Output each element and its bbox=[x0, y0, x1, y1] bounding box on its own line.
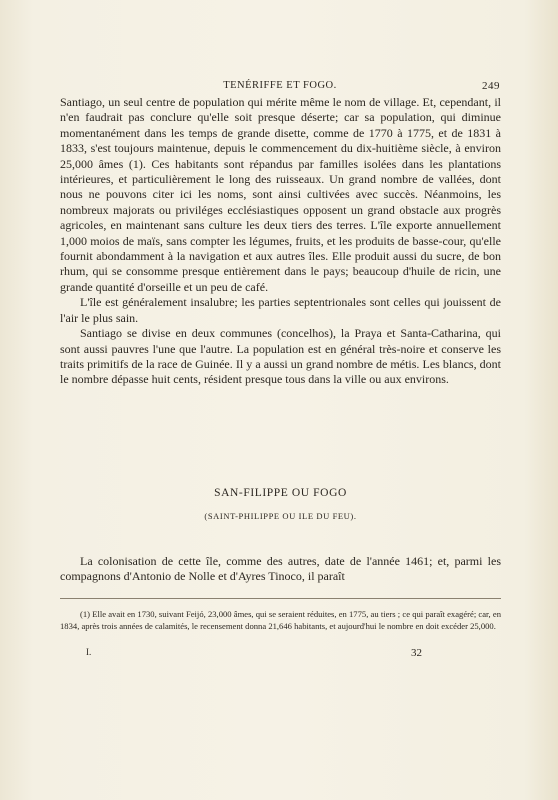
page-number: 249 bbox=[482, 80, 500, 92]
main-text bbox=[60, 95, 501, 388]
running-header bbox=[60, 80, 500, 96]
footnote bbox=[60, 608, 501, 632]
paragraph: Santiago se divise en deux communes (concelhos), la Praya et Santa-Catharina, qui sont aussi pauvres l'une que l'autre. La population est en général très-noire et conserve les traits primitifs de la race de Guinée. Il y a aussi un grand nombre de métis. Les blancs, dont le nombre dépasse huit cents, résident presque tous dans la ville ou aux environs. bbox=[60, 326, 501, 387]
running-title: TENÉRIFFE ET FOGO. bbox=[223, 80, 337, 91]
footnote-divider bbox=[60, 598, 501, 599]
footnote-text: (1) Elle avait en 1730, suivant Feijó, 23,000 âmes, qui se seraient réduites, en 1775, au tiers ; ce qui paraît exagéré; car, en 1834, après trois années de calamités, le recensement donna 21,646 habitants, et aujourd'hui le nombre en doit excéder 25,000. bbox=[60, 609, 501, 631]
paragraph: Santiago, un seul centre de population qui mérite même le nom de village. Et, cependant, il n'en faudrait pas conclure qu'elle soit presque déserte; car sa population, qui diminue momentanément dans les temps de grande disette, comme de 1770 à 1775, et de 1831 à 1833, s'est toujours maintenue, depuis le commencement du dix-huitième siècle, à environ 25,000 âmes (1). Ces habitants sont répandus par familles isolées dans les plantations intérieures, et particulièrement le long des ruisseaux. Un grand nombre de vallées, dont nous ne pouvons citer ici les noms, sont ainsi cultivées avec succès. Néanmoins, les nombreux majorats ou priviléges ecclésiastiques opposent un grand obstacle aux progrès agricoles, en maintenant sans culture les deux tiers des terres. L'île exporte annuellement 1,000 moios de maïs, sans compter les légumes, fruits, et les produits de basse-cour, qu'elle fournit abondamment à la navigation et aux autres îles. Elle produit aussi du sucre, de bon rhum, qui se consomme presque entièrement dans le pays; beaucoup d'huile de ricin, une grande quantité d'orseille et un peu de café. bbox=[60, 95, 501, 294]
section-title: SAN-FILIPPE OU FOGO bbox=[214, 487, 347, 499]
continuation-text bbox=[60, 554, 501, 585]
paragraph: La colonisation de cette île, comme des autres, date de l'année 1461; et, parmi les compagnons d'Antonio de Nolle et d'Ayres Tinoco, il paraît bbox=[60, 554, 501, 584]
paragraph: L'île est généralement insalubre; les parties septentrionales sont celles qui jouissent de l'air le plus sain. bbox=[60, 295, 501, 325]
signature-number: 32 bbox=[411, 647, 422, 659]
section-subtitle: (SAINT-PHILIPPE OU ILE DU FEU). bbox=[204, 511, 357, 521]
signature-mark: I. bbox=[86, 647, 92, 657]
